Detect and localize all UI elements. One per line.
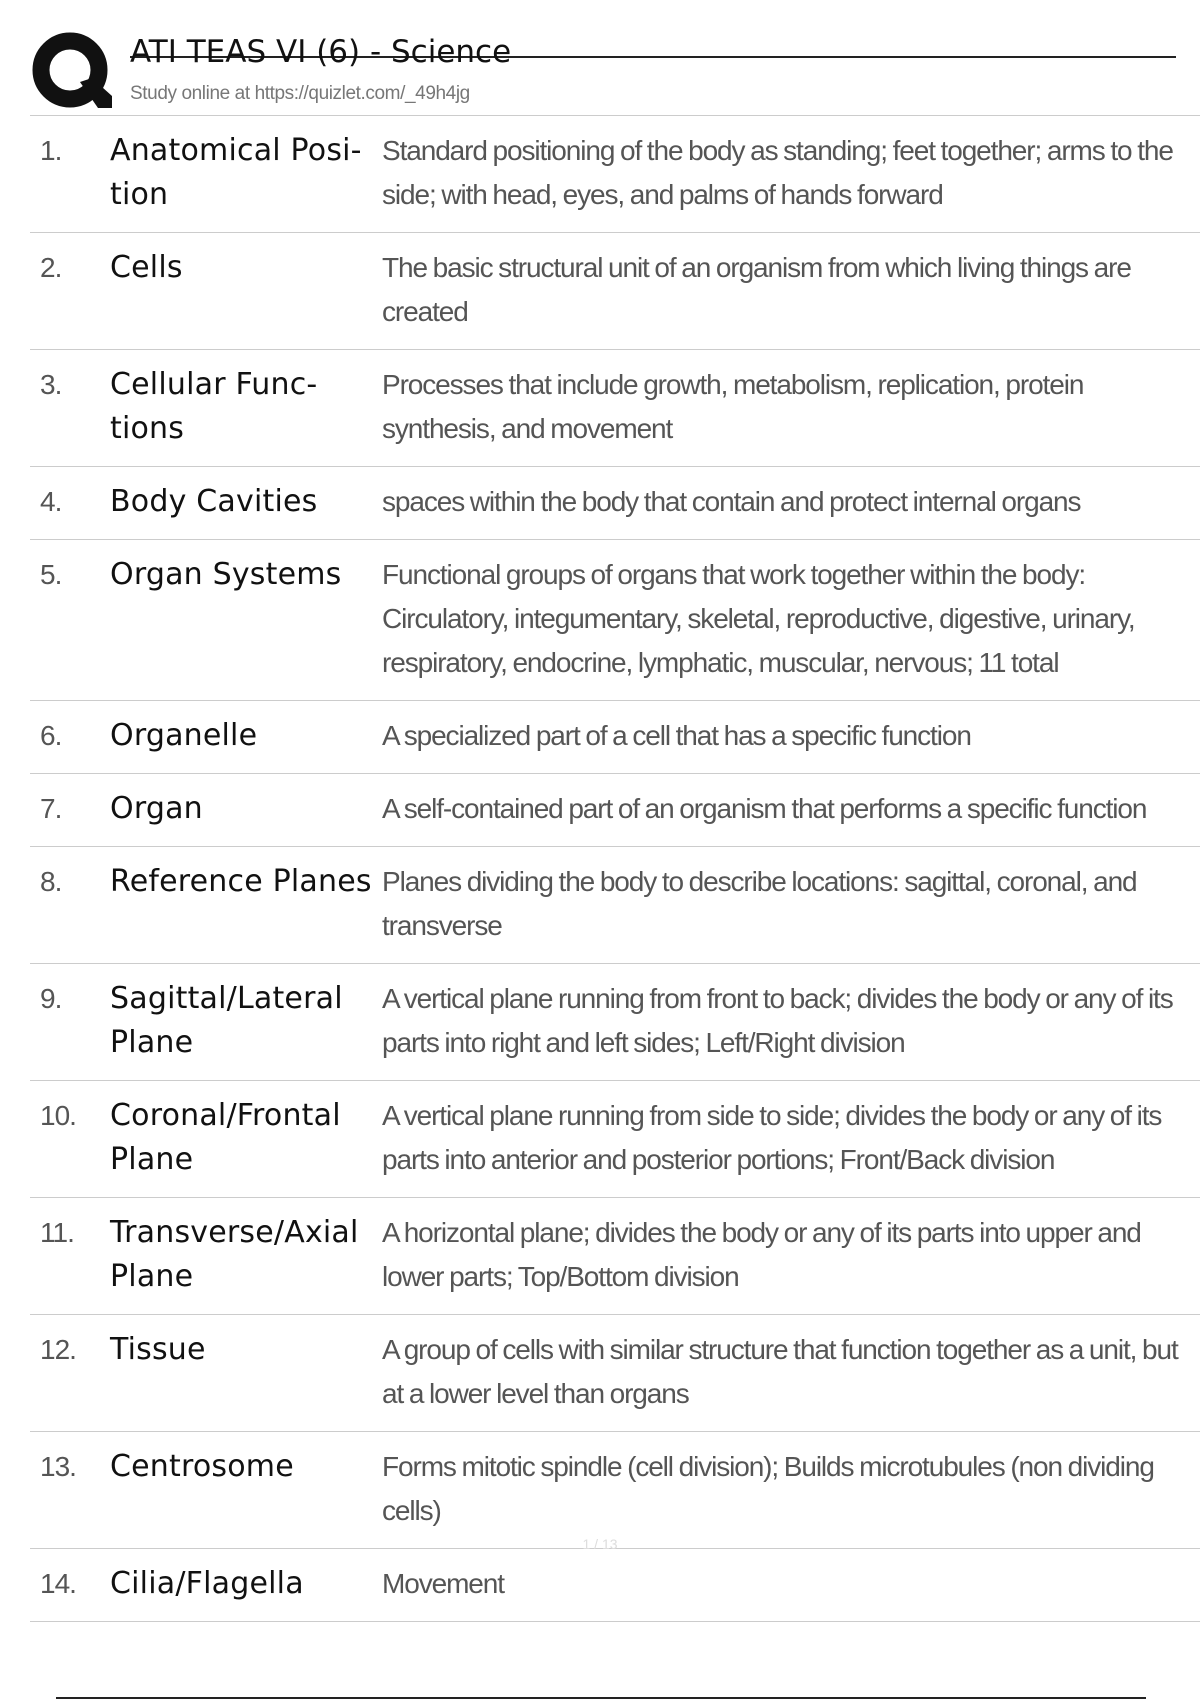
table-row — [30, 540, 1200, 701]
term: Organelle — [110, 718, 258, 753]
table-row — [30, 350, 1200, 467]
row-number: 2. — [40, 252, 62, 283]
table-row — [30, 467, 1200, 540]
row-number: 6. — [40, 720, 62, 751]
definition: The basic structural unit of an organism from which living things are created — [382, 252, 1131, 327]
page-header — [32, 30, 1142, 116]
term: Transverse/Axial Plane — [110, 1215, 359, 1294]
definition: A specialized part of a cell that has a specific function — [382, 720, 971, 751]
row-number: 3. — [40, 369, 62, 400]
term: Coronal/Frontal Plane — [110, 1098, 341, 1177]
table-row — [30, 1081, 1200, 1198]
term: Centrosome — [110, 1449, 294, 1484]
definition: A horizontal plane; divides the body or any of its parts into upper and lower parts; Top/Bottom division — [382, 1217, 1141, 1292]
table-row — [30, 847, 1200, 964]
document-title: ATI TEAS VI (6) - Science — [130, 34, 512, 70]
term: Cellular Func- tions — [110, 367, 318, 446]
definition: A vertical plane running from side to side; divides the body or any of its parts into anterior and posterior portions; Front/Back division — [382, 1100, 1162, 1175]
table-row — [30, 1549, 1200, 1622]
row-number: 1. — [40, 135, 62, 166]
table-row — [30, 233, 1200, 350]
term: Tissue — [110, 1332, 206, 1367]
definition: Planes dividing the body to describe locations: sagittal, coronal, and transverse — [382, 866, 1137, 941]
definition: Processes that include growth, metabolism, replication, protein synthesis, and movement — [382, 369, 1084, 444]
row-number: 7. — [40, 793, 62, 824]
definition: A vertical plane running from front to back; divides the body or any of its parts into right and left sides; Left/Right division — [382, 983, 1173, 1058]
table-row — [30, 116, 1200, 233]
table-row — [30, 1198, 1200, 1315]
table-row — [30, 774, 1200, 847]
term: Cilia/Flagella — [110, 1566, 304, 1601]
definition: Forms mitotic spindle (cell division); Builds microtubules (non dividing cells) — [382, 1451, 1154, 1526]
definition: Movement — [382, 1568, 504, 1599]
table-row — [30, 964, 1200, 1081]
term: Cells — [110, 250, 183, 285]
row-number: 12. — [40, 1334, 76, 1365]
term: Sagittal/Lateral Plane — [110, 981, 343, 1060]
footer-divider — [56, 1697, 1146, 1699]
term: Body Cavities — [110, 484, 318, 519]
row-number: 5. — [40, 559, 62, 590]
definition: spaces within the body that contain and protect internal organs — [382, 486, 1081, 517]
table-row — [30, 701, 1200, 774]
term: Organ — [110, 791, 203, 826]
row-number: 11. — [40, 1217, 74, 1248]
table-row — [30, 1432, 1200, 1549]
term: Organ Systems — [110, 557, 342, 592]
definition: Standard positioning of the body as standing; feet together; arms to the side; with head, eyes, and palms of hands forward — [382, 135, 1173, 210]
term: Anatomical Posi- tion — [110, 133, 362, 212]
row-number: 4. — [40, 486, 62, 517]
term: Reference Planes — [110, 864, 372, 899]
table-row — [30, 1315, 1200, 1432]
row-number: 13. — [40, 1451, 76, 1482]
study-online-link[interactable]: Study online at https://quizlet.com/_49h4jg — [130, 83, 470, 104]
terms-table — [30, 115, 1200, 1622]
row-number: 9. — [40, 983, 62, 1014]
row-number: 8. — [40, 866, 62, 897]
page-number: 1 / 13 — [582, 1536, 618, 1552]
quizlet-logo-icon — [32, 32, 112, 112]
definition: A self-contained part of an organism that performs a specific function — [382, 793, 1147, 824]
row-number: 10. — [40, 1100, 76, 1131]
definition: Functional groups of organs that work together within the body: Circulatory, integumentary, skeletal, reproductive, digestive, urinary, respiratory, endocrine, lymphatic, muscular, nervous; 11 total — [382, 559, 1135, 678]
definition: A group of cells with similar structure that function together as a unit, but at a lower level than organs — [382, 1334, 1178, 1409]
row-number: 14. — [40, 1568, 76, 1599]
